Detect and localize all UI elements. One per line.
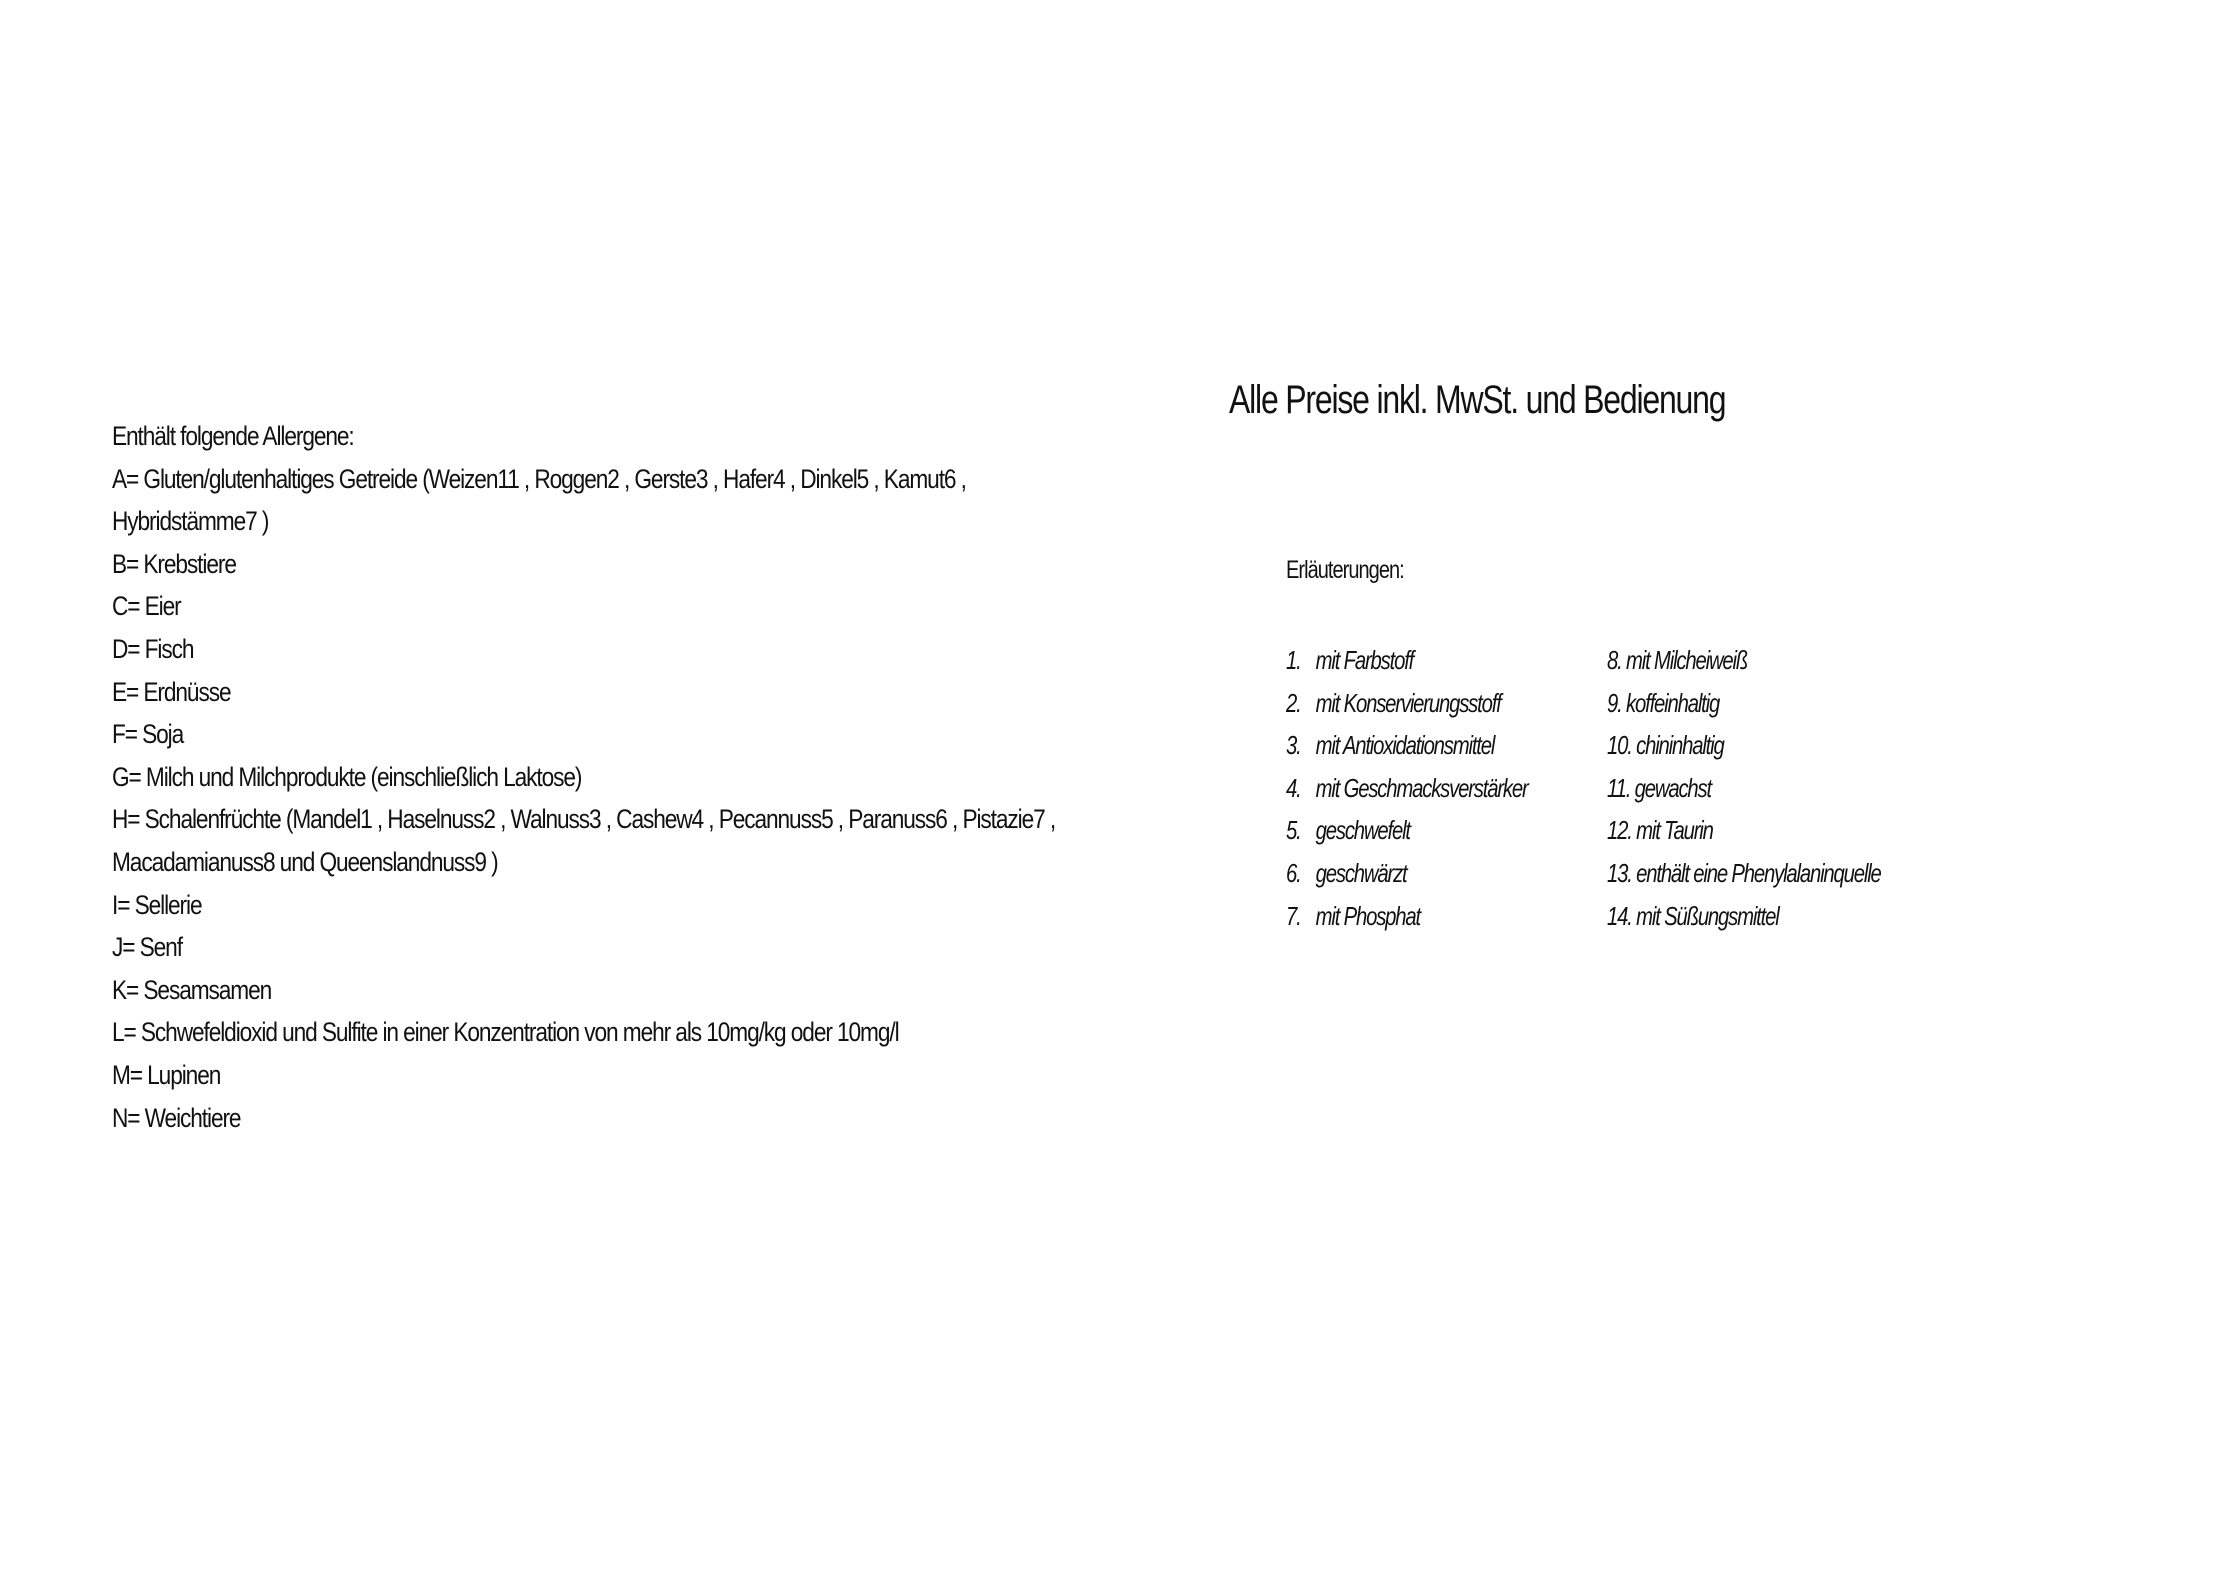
explanation-number: 6. — [1286, 857, 1301, 888]
explanation-text: mit Antioxidationsmittel — [1315, 730, 1495, 761]
explanation-item — [1286, 809, 1528, 852]
explanation-item: 13. enthält eine Phenylalaninquelle — [1607, 857, 1881, 888]
explanation-number: 7. — [1286, 900, 1301, 931]
allergen-line-c: C= Eier — [112, 591, 181, 622]
explanation-item: 10. chininhaltig — [1607, 730, 1724, 761]
explanation-item — [1286, 895, 1528, 938]
explanation-item — [1286, 682, 1528, 725]
explanation-text: mit Phosphat — [1315, 900, 1420, 931]
explanation-number: 5. — [1286, 815, 1301, 846]
explanation-text: mit Farbstoff — [1315, 645, 1414, 675]
allergen-line-k: K= Sesamsamen — [112, 974, 272, 1005]
price-note: Alle Preise inkl. MwSt. und Bedienung — [1229, 378, 1726, 422]
allergen-line-n: N= Weichtiere — [112, 1102, 241, 1133]
explanation-text: mit Geschmacksverstärker — [1315, 772, 1528, 803]
allergen-line-e: E= Erdnüsse — [112, 676, 231, 707]
allergen-line-j: J= Senf — [112, 932, 182, 963]
explanation-text: geschwärzt — [1315, 857, 1407, 888]
allergen-line-b: B= Krebstiere — [112, 548, 236, 579]
explanation-item — [1286, 724, 1528, 767]
explanation-item: 11. gewachst — [1607, 772, 1711, 803]
explanation-item: 9. koffeinhaltig — [1607, 687, 1720, 718]
allergen-line-a: A= Gluten/glutenhaltiges Getreide (Weizen11 , Roggen2 , Gerste3 , Hafer4 , Dinkel5 , Kamut6 , — [112, 463, 966, 494]
explanation-number: 3. — [1286, 730, 1301, 761]
allergen-line-a-cont: Hybridstämme7 ) — [112, 506, 269, 537]
explanations-left-column — [1286, 639, 1528, 937]
explanation-item: 12. mit Taurin — [1607, 815, 1713, 846]
explanation-number: 1. — [1286, 645, 1301, 675]
allergen-line-m: M= Lupinen — [112, 1059, 221, 1090]
explanation-text: geschwefelt — [1315, 815, 1410, 846]
allergen-heading: Enthält folgende Allergene: — [112, 421, 354, 451]
allergen-line-l: L= Schwefeldioxid und Sulfite in einer Konzentration von mehr als 10mg/kg oder 10mg/l — [112, 1017, 899, 1048]
allergen-list — [112, 415, 1056, 1139]
explanation-item — [1286, 852, 1528, 895]
explanation-number: 4. — [1286, 772, 1301, 803]
allergen-line-i: I= Sellerie — [112, 889, 202, 920]
explanation-item: 14. mit Süßungsmittel — [1607, 900, 1779, 931]
explanation-item — [1286, 639, 1528, 682]
explanation-item: 8. mit Milcheiweiß — [1607, 645, 1748, 675]
explanations-heading: Erläuterungen: — [1286, 556, 1404, 584]
explanation-item — [1286, 767, 1528, 810]
explanation-text: mit Konservierungsstoff — [1315, 687, 1501, 718]
allergen-line-f: F= Soja — [112, 719, 184, 750]
explanation-number: 2. — [1286, 687, 1301, 718]
allergen-line-h-cont: Macadamianuss8 und Queenslandnuss9 ) — [112, 846, 498, 877]
allergen-line-d: D= Fisch — [112, 633, 194, 664]
allergen-line-h: H= Schalenfrüchte (Mandel1 , Haselnuss2 , Walnuss3 , Cashew4 , Pecannuss5 , Paranuss6 , Pistazie7 , — [112, 804, 1056, 835]
allergen-line-g: G= Milch und Milchprodukte (einschließlich Laktose) — [112, 761, 582, 792]
explanations-right-column — [1607, 639, 1881, 937]
